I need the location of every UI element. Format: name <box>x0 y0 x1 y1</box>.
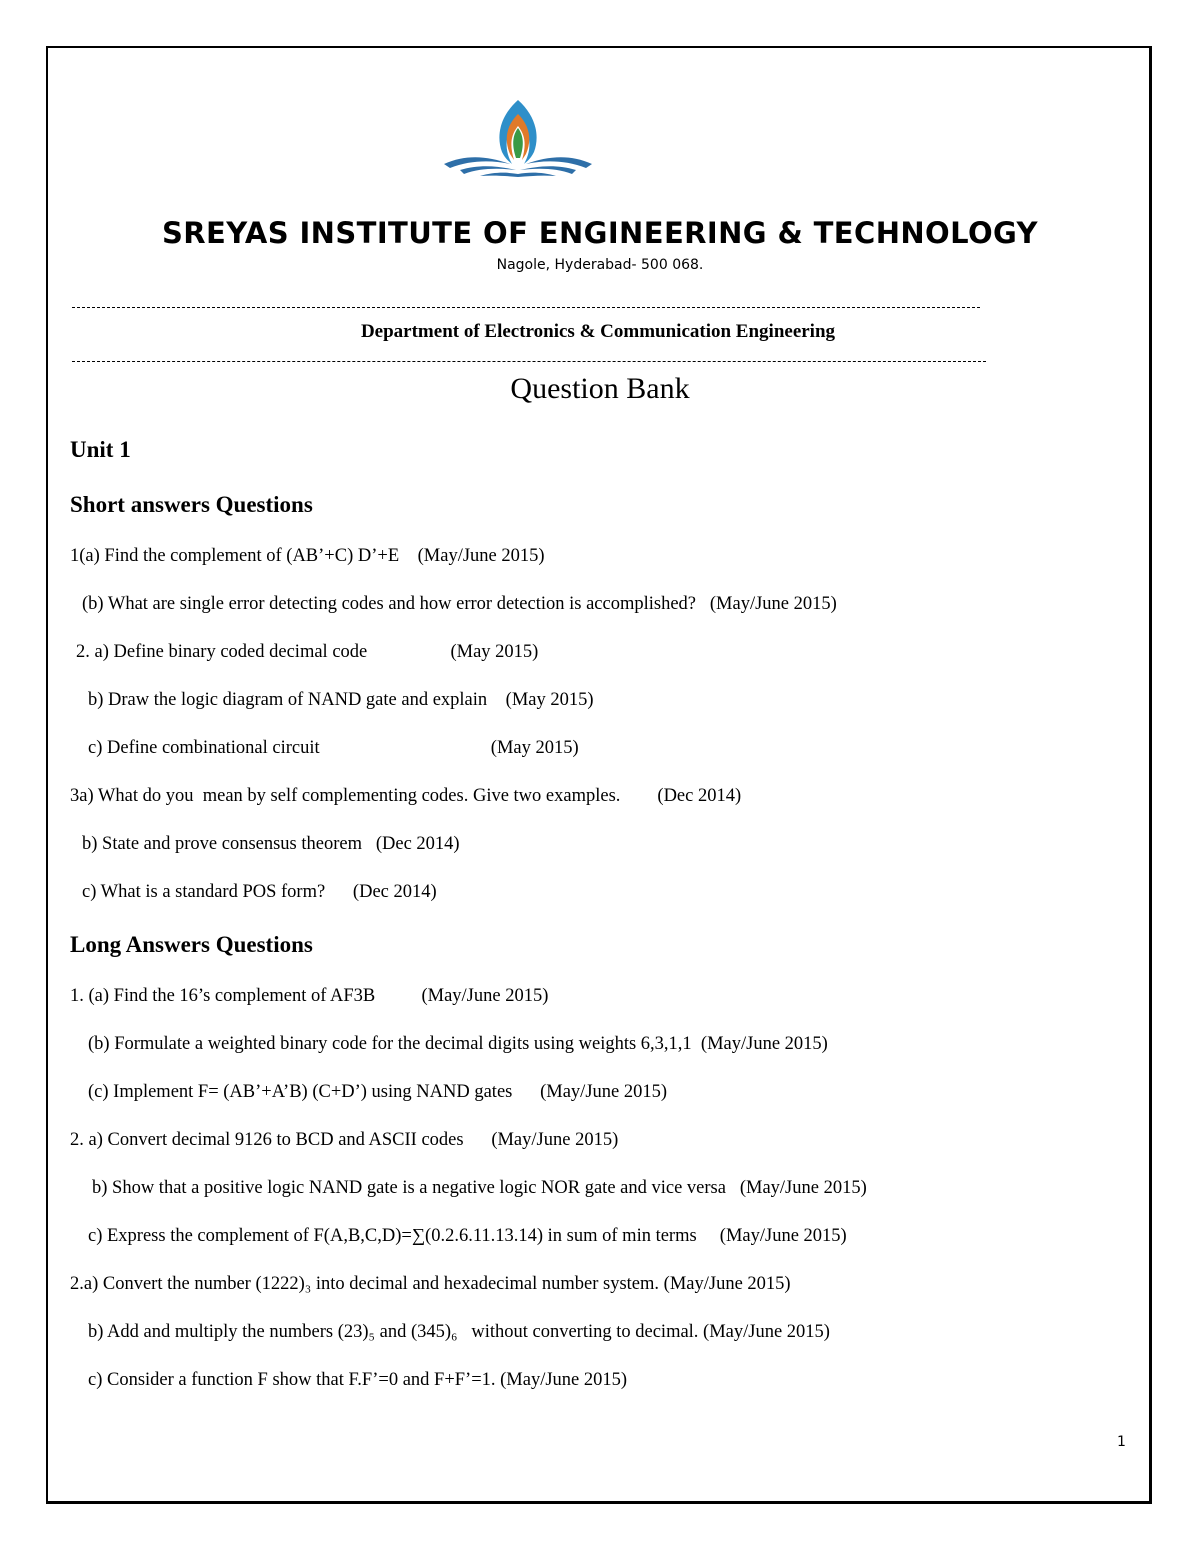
long-question-2a-repeat: 2.a) Convert the number (1222)₃ into decimal and hexadecimal number system. (May/June 2015) <box>70 1274 791 1294</box>
institute-logo-icon <box>440 98 596 180</box>
short-question-2b: b) Draw the logic diagram of NAND gate and explain (May 2015) <box>88 690 594 710</box>
long-question-1a: 1. (a) Find the 16’s complement of AF3B (May/June 2015) <box>70 986 549 1006</box>
short-answers-heading: Short answers Questions <box>70 492 313 517</box>
department-name: Department of Electronics & Communication Engineering <box>360 321 836 342</box>
short-question-3b: b) State and prove consensus theorem (Dec 2014) <box>82 834 460 854</box>
short-question-1b: (b) What are single error detecting codes and how error detection is accomplished? (May/June 2015) <box>82 594 837 614</box>
short-question-3c: c) What is a standard POS form? (Dec 2014) <box>82 882 437 902</box>
long-answers-heading: Long Answers Questions <box>70 932 313 957</box>
long-question-2b: b) Show that a positive logic NAND gate is a negative logic NOR gate and vice versa (May/June 2015) <box>92 1178 867 1198</box>
long-question-1b: (b) Formulate a weighted binary code for the decimal digits using weights 6,3,1,1 (May/June 2015) <box>88 1034 828 1054</box>
page-title: Question Bank <box>510 372 690 405</box>
institute-name: SREYAS INSTITUTE OF ENGINEERING & TECHNOLOGY <box>162 216 1038 250</box>
institute-address: Nagole, Hyderabad- 500 068. <box>496 257 704 273</box>
unit-heading: Unit 1 <box>70 437 131 462</box>
long-question-2c-repeat: c) Consider a function F show that F.F’=0 and F+F’=1. (May/June 2015) <box>88 1370 628 1390</box>
divider-top <box>72 307 980 308</box>
short-question-3a: 3a) What do you mean by self complementing codes. Give two examples. (Dec 2014) <box>70 786 742 806</box>
long-question-2b-repeat: b) Add and multiply the numbers (23)₅ and (345)₆ without converting to decimal. (May/June 2015) <box>88 1322 830 1342</box>
divider-bottom <box>72 361 986 362</box>
short-question-1a: 1(a) Find the complement of (AB’+C) D’+E (May/June 2015) <box>70 546 545 566</box>
page-number: 1 <box>1117 1434 1126 1450</box>
short-question-2a: 2. a) Define binary coded decimal code (May 2015) <box>76 642 539 662</box>
short-question-2c: c) Define combinational circuit (May 2015) <box>88 738 579 758</box>
long-question-1c: (c) Implement F= (AB’+A’B) (C+D’) using NAND gates (May/June 2015) <box>88 1082 668 1102</box>
long-question-2a: 2. a) Convert decimal 9126 to BCD and ASCII codes (May/June 2015) <box>70 1130 619 1150</box>
long-question-2c: c) Express the complement of F(A,B,C,D)=∑(0.2.6.11.13.14) in sum of min terms (May/June 2015) <box>88 1226 847 1246</box>
